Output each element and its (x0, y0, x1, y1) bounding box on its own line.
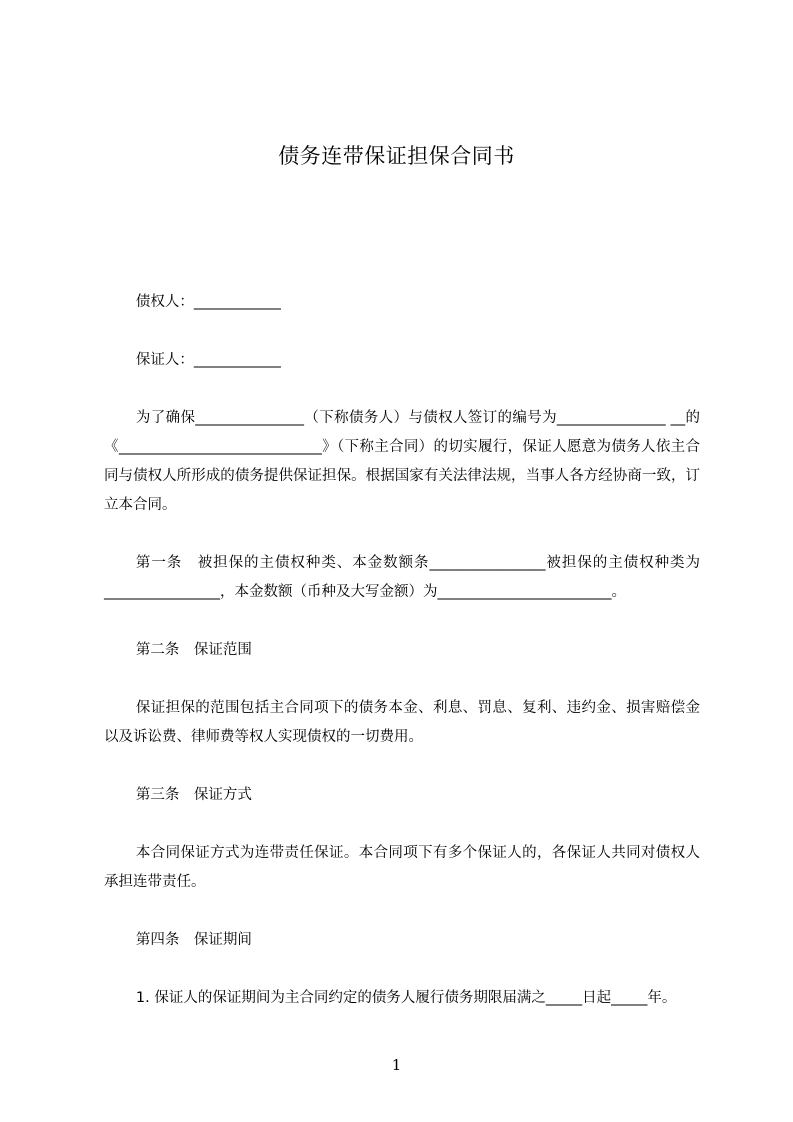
creditor-line: 债权人：____________ (135, 294, 281, 310)
article-2-heading: 第二条 保证范围 (135, 642, 252, 658)
guarantor-line: 保证人：____________ (135, 352, 281, 368)
article-3-paragraph: 本合同保证方式为连带责任保证。本合同项下有多个保证人的，各保证人共同对债权人承担连带责任。 (104, 845, 700, 890)
document-title: 债务连带保证担保合同书 (278, 144, 515, 168)
article-4-item-1: 1. 保证人的保证期间为主合同约定的债务人履行债务期限届满之_____日起_____年。 (135, 990, 677, 1006)
article-4-heading: 第四条 保证期间 (135, 932, 252, 948)
article-1-paragraph: 第一条 被担保的主债权种类、本金数额条________________被担保的主债权种类为________________，本金数额（币种及大写金额）为________________________。 (104, 555, 700, 600)
article-3-heading: 第三条 保证方式 (135, 787, 252, 803)
document-body (104, 288, 700, 1013)
page-number: 1 (391, 1056, 402, 1074)
article-2-paragraph: 保证担保的范围包括主合同项下的债务本金、利息、罚息、复利、违约金、损害赔偿金以及诉讼费、律师费等权人实现债权的一切费用。 (104, 700, 700, 745)
preamble-paragraph: 为了确保_______________（下称债务人）与债权人签订的编号为_______________ __的《____________________________》（下称主合同）的切实履行，保证人愿意为债务人依主合同与债权人所形成的债务提供保证担保。根据国家有关法律法规，当事人各方经协商一致，订立本合同。 (104, 410, 700, 513)
